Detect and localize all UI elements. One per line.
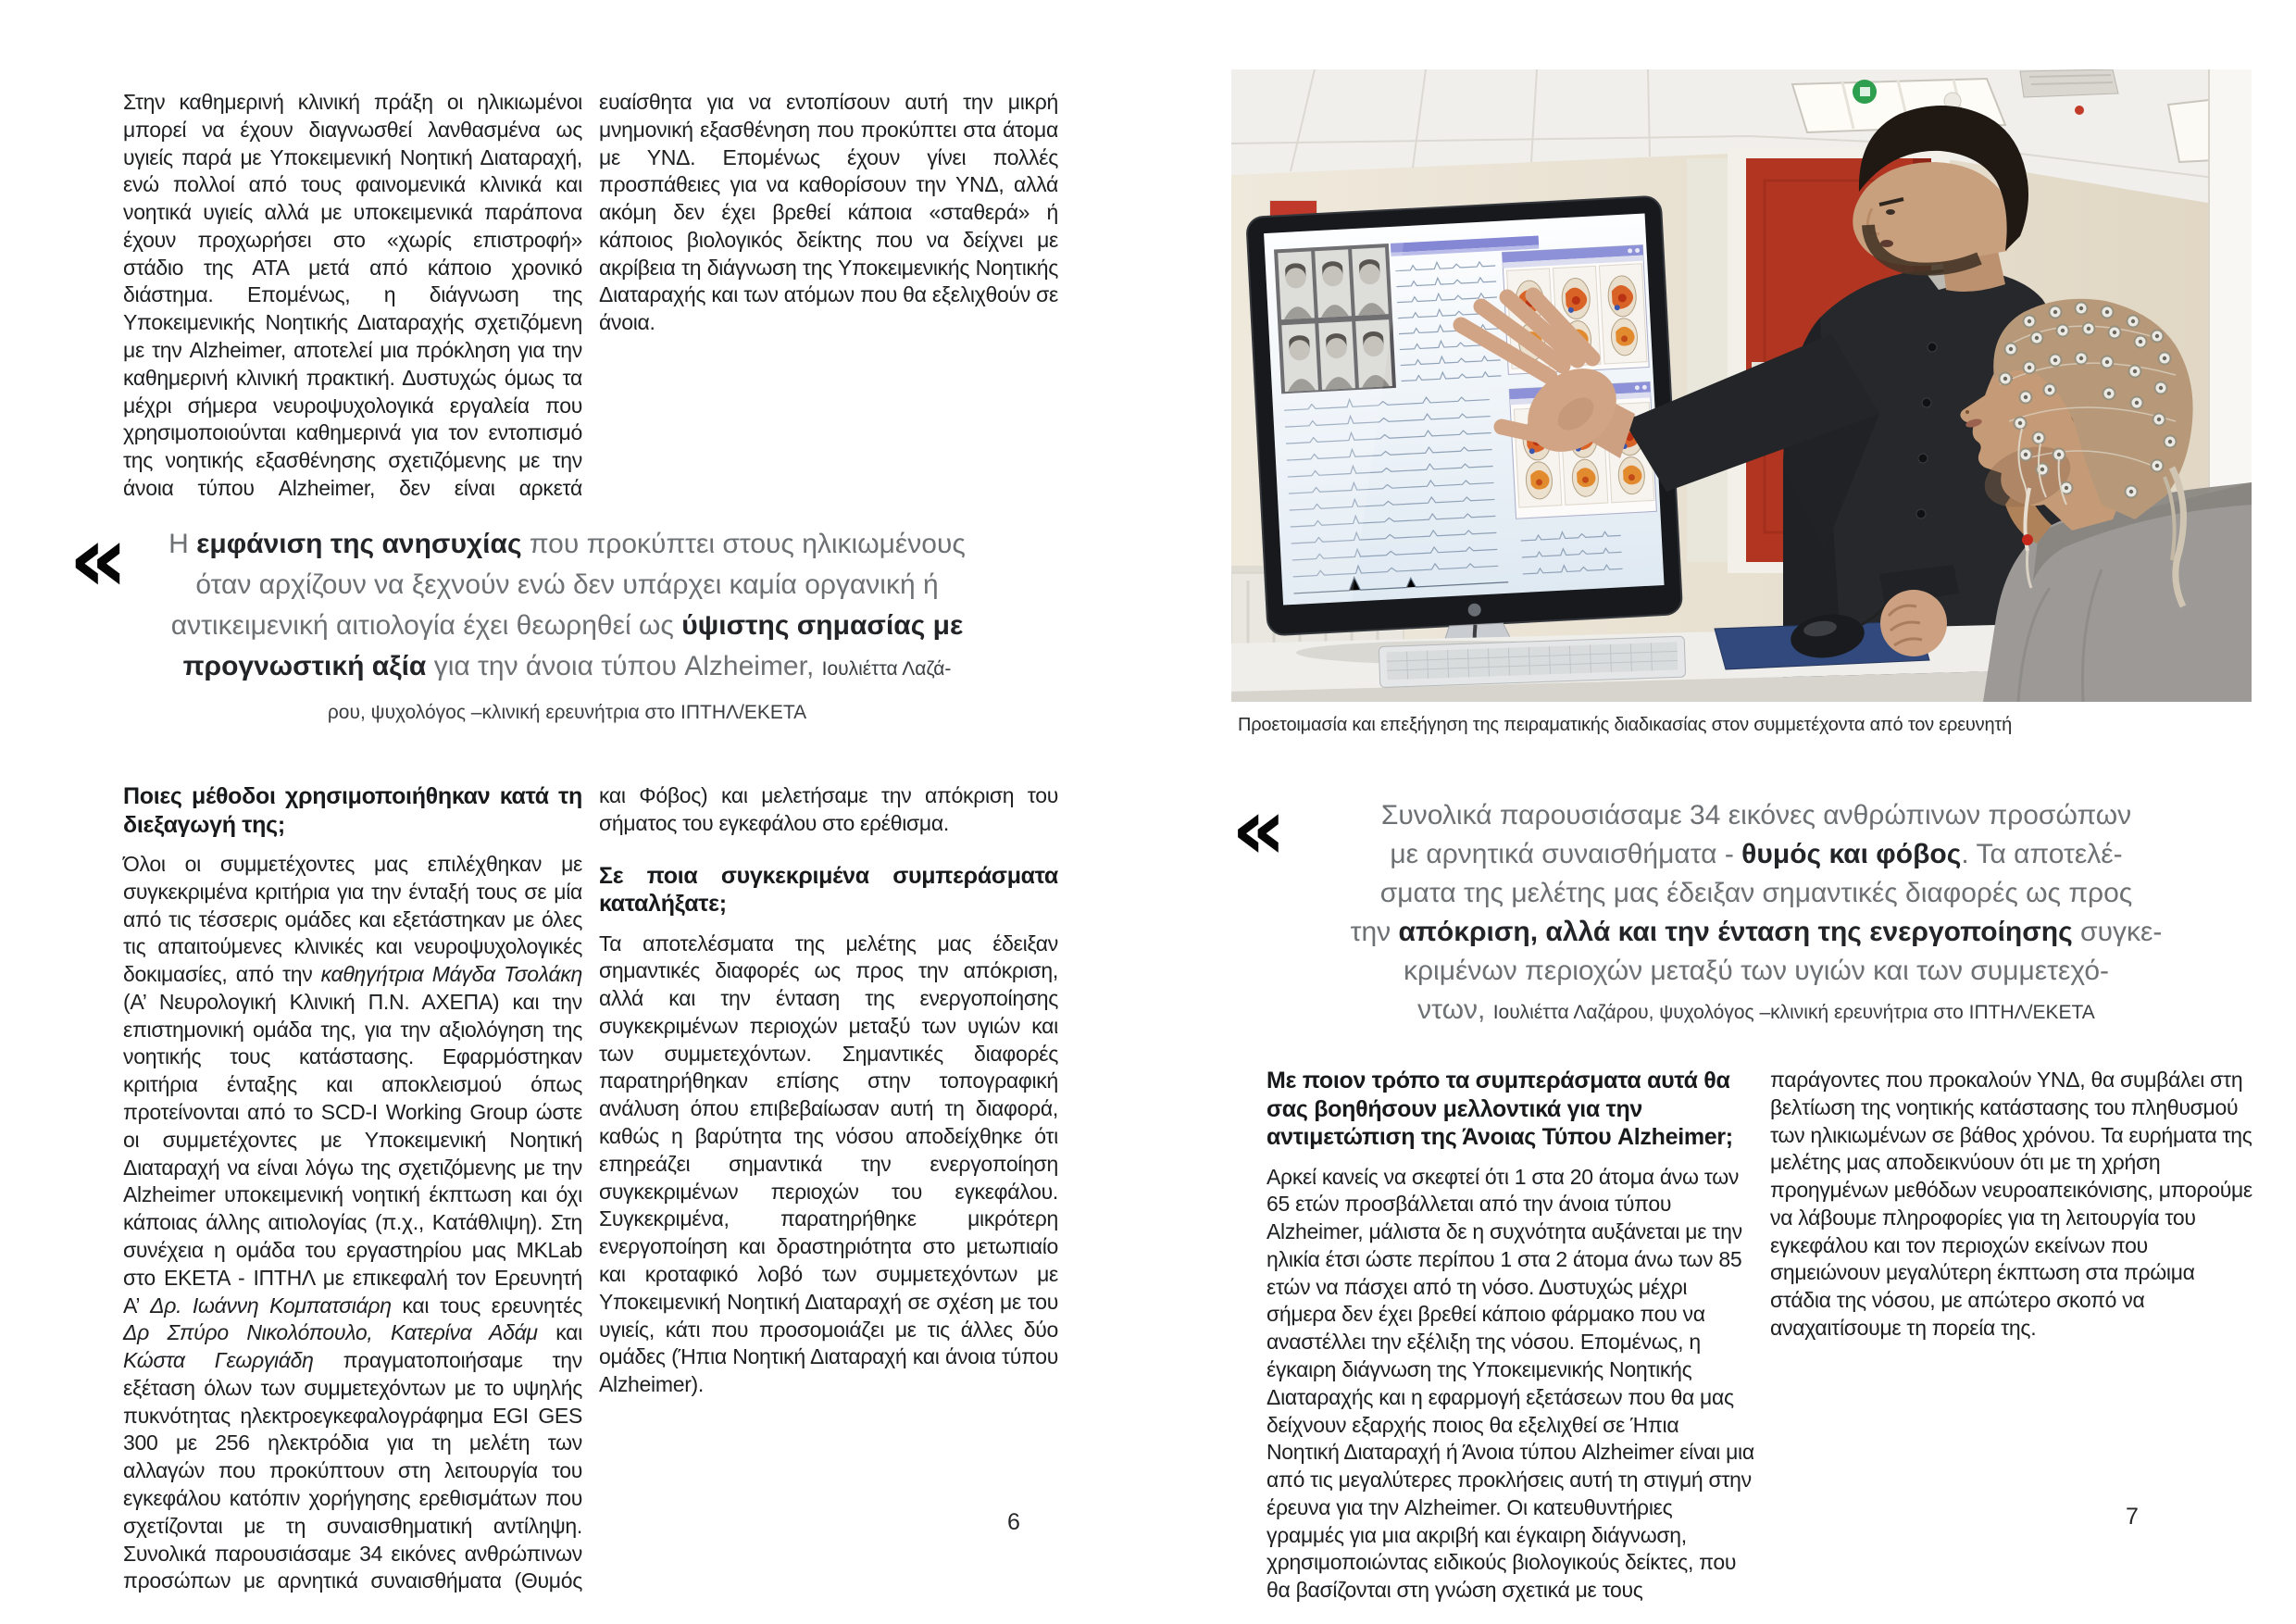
strap-clip <box>2022 534 2033 545</box>
pull-quote-right-text: Συνολικά παρουσιάσαμε 34 εικόνες ανθρώπινων προσώπων με αρνητικά συναισθήματα - θυμός και φόβος. Τα αποτελέ- σματα της μελέτης μας έδειξαν σημαντικές διαφορές ως προς την απόκριση, αλλά και την ένταση της ενεργοποίησης συγκε- κριμένων περιοχών μεταξύ των υγιών και των συμμετεχό- ντων, Ιουλιέττα Λαζάρου, ψυχολόγος –κλινική ερευνήτρια στο ΙΠΤΗΛ/ΕΚΕΤΑ <box>1350 800 2163 1025</box>
page-number-left: 6 <box>1007 1509 1020 1535</box>
page-number-right: 7 <box>2126 1504 2139 1530</box>
right-article-columns <box>1267 1067 2259 1608</box>
section-paragraph-future: Αρκεί κανείς να σκεφτεί ότι 1 στα 20 άτομα άνω των 65 ετών προσβάλλεται από την άνοια τύπου Alzheimer, μάλιστα δε η συχνότητα αυξάνεται με την ηλικία έτσι ώστε περίπου 1 στα 2 άτομα άνω των 85 ετών να πάσχει από τη νόσο. Δυστυχώς μέχρι σήμερα δεν έχει βρεθεί κάποιο φάρμακο που να αναστέλλει την εξέλιξη της νόσου. Επομένως, η έγκαιρη διάγνωση της Υποκειμενικής Νοητικής Διαταραχής και η εφαρμογή εξετάσεων που θα μας δείχνουν εξαρχής ποιος θα εξελιχθεί σε Ήπια Νοητική Διαταραχή ή Άνοια τύπου Alzheimer είναι μια από τις μεγαλύτερες προκλήσεις αυτή τη στιγμή στην έρευνα για την Alzheimer. Οι κατευθυντήριες γραμμές για μια ακριβή και έγκαιρη διάγνωση, χρησιμοποιώντας ειδικούς βιολογικούς δείκτες, που θα βασίζονται στη γνώση σχετικά με τους παράγοντες που προκαλούν ΥΝΔ, θα συμβάλει στη βελτίωση της νοητικής κατάστασης του πληθυσμού των ηλικιωμένων σε βάθος χρόνου. Τα ευρήματα της μελέτης μας αποδεικνύουν ότι με τη χρήση προηγμένων μεθόδων νευροαπεικόνισης, μπορούμε να λάβουμε πληροφορίες για τη λειτουργία του εγκεφάλου και τον περιοχών εκείνων που σημειώνουν μεγαλύτερη έκπτωση στα πρώιμα στάδια της νόσου, με απώτερο σκοπό να αναχαιτίσουμε τη πορεία της. <box>1267 1068 2252 1603</box>
left-article-columns <box>123 782 1058 1605</box>
pull-quote-left-text: Η εμφάνιση της ανησυχίας που προκύπτει στους ηλικιωμένους όταν αρχίζουν να ξεχνούν ενώ δεν υπάρχει καμία οργανική ή αντικειμενική αιτιολογία έχει θεωρηθεί ως ύψιστης σημασίας με προγνωστική αξία για την άνοια τύπου Alzheimer, Ιουλιέττα Λαζά- ρου, ψυχολόγος –κλινική ερευνήτρια στο ΙΠΤΗΛ/ΕΚΕΤΑ <box>168 529 966 723</box>
intro-paragraph: Στην καθημερινή κλινική πράξη οι ηλικιωμένοι μπορεί να έχουν διαγνωσθεί λανθασμένα ως υγιείς παρά με Υποκειμενική Νοητική Διαταραχή, ενώ πολλοί από τους φαινομενικά κλινικά και νοητικά υγιείς αλλά με υποκειμενικά παράπονα έχουν προχωρήσει στο «χωρίς επιστροφή» στάδιο της ΑΤΑ μετά από κάποιο χρονικό διάστημα. Επομένως, η διάγνωση της Υποκειμενικής Νοητικής Διαταραχής σχετιζόμενη με την Alzheimer, αποτελεί μια πρόκληση για την καθημερινή κλινική πρακτική. Δυστυχώς όμως τα μέχρι σήμερα νευροψυχολογικά εργαλεία που χρησιμοποιούνται καθημερινά για τον εντοπισμό της νοητικής εξασθένησης σχετιζόμενης με την άνοια τύπου Alzheimer, δεν είναι αρκετά ευαίσθητα για να εντοπίσουν αυτή την μικρή μνημονική εξασθένηση που προκύπτει στα άτομα με ΥΝΔ. Επομένως έχουν γίνει πολλές προσπάθειες για να καθορίσουν την ΥΝΔ, αλλά ακόμη δεν έχει βρεθεί κάποια «σταθερά» ή κάποιος βιολογικός δείκτης που να δείχνει με ακρίβεια τη διάγνωση της Υποκειμενικής Νοητικής Διαταραχής και των ατόμων που θα εξελιχθούν σε άνοια. <box>123 90 1058 500</box>
section-heading-methods: Ποιες μέθοδοι χρησιμοποιήθηκαν κατά τη διεξαγωγή της; <box>123 783 582 838</box>
section-paragraph-conclusions: Τα αποτελέσματα της μελέτης μας έδειξαν σημαντικές διαφορές ως προς την απόκριση, αλλά και την ένταση της ενεργοποίησης συγκεκριμένων περιοχών μεταξύ των υγιών και των συμμετεχόντων. Σημαντικές διαφορές παρατηρήθηκαν επίσης στην τοπογραφική ανάλυση όπου επιβεβαίωσαν αυτή τη διαφορά, καθώς η βαρύτητα της νόσου αποδείχθηκε ότι επηρεάζει σημαντικά την ενεργοποίηση συγκεκριμένων περιοχών του εγκεφάλου. Συγκεκριμένα, παρατηρήθηκε μικρότερη ενεργοποίηση και δραστηριότητα στο μετωπιαίο και κροταφικό λοβό των συμμετεχόντων με Υποκειμενική Νοητική Διαταραχή σε σχέση με του υγιείς, κάτι που προσομοιάζει με τις άλλες δύο ομάδες (Ήπια Νοητική Διαταραχή και άνοια τύπου Alzheimer). <box>599 931 1058 1397</box>
section-paragraph-methods: Όλοι οι συμμετέχοντες μας επιλέχθηκαν με συγκεκριμένα κριτήρια για την ένταξή τους σε μία από τις τέσσερις ομάδες και εξετάστηκαν με όλες τις απαιτούμενες κλινικές και νευροψυχολογικές δοκιμασίες, από την καθηγήτρια Μάγδα Τσολάκη (Α’ Νευρολογική Κλινική Π.Ν. ΑΧΕΠΑ) και την επιστημονική ομάδα της, για την αξιολόγηση της νοητικής τους κατάστασης. Εφαρμόστηκαν κριτήρια ένταξης και αποκλεισμού όπως προτείνονται από το SCD-I Working Group ώστε οι συμμετέχοντες με Υποκειμενική Νοητική Διαταραχή να είναι λόγω της σχετιζόμενης με την Alzheimer υποκειμενική νοητική έκπτωση και όχι κάποιας άλλης αιτιολογίας (π.χ., Κατάθλιψη). Στη συνέχεια η ομάδα του εργαστηρίου μας MKLab στο ΕΚΕΤΑ - ΙΠΤΗΛ με επικεφαλή τον Ερευνητή Α’ Δρ. Ιωάννη Κομπατσιάρη και τους ερευνητές Δρ Σπύρο Νικολόπουλο, Κατερίνα Αδάμ και Κώστα Γεωργιάδη πραγματοποιήσαμε την εξέταση όλων των συμμετεχόντων με το υψηλής πυκνότητας ηλεκτροεγκεφαλογράφημα EGI GES 300 με 256 ηλεκτρόδια για τη μελέτη των αλλαγών που προκύπτουν στη λειτουργία του εγκεφάλου κατόπιν χορήγησης ερεθισμάτων που σχετίζονται με τη συναισθηματική αντίληψη. Συνολικά παρουσιάσαμε 34 εικόνες ανθρώπινων προσώπων με αρνητικά συναισθήματα (Θυμός και Φόβος) και μελετήσαμε την απόκριση του σήματος του εγκεφάλου στο ερέθισμα. <box>123 783 1058 1593</box>
pull-quote-left <box>69 505 1051 733</box>
quote-mark-icon: « <box>69 505 129 613</box>
sprinkler <box>2075 106 2084 115</box>
quote-mark-icon: « <box>1231 780 1287 879</box>
photo-caption: Προετοιμασία και επεξήγηση της πειραματικής διαδικασίας στον συμμετέχοντα από τον ερευνητή <box>1238 715 2013 735</box>
section-heading-conclusions: Σε ποια συγκεκριμένα συμπεράσματα καταλήξατε; <box>599 862 1058 918</box>
left-intro-columns <box>123 89 1058 507</box>
research-photo-illustration <box>1231 69 2252 702</box>
research-photo <box>1231 69 2252 702</box>
pull-quote-right <box>1231 780 2224 1032</box>
section-heading-future: Με ποιον τρόπο τα συμπεράσματα αυτά θα σας βοηθήσουν μελλοντικά για την αντιμετώπιση της Άνοιας Τύπου Alzheimer; <box>1267 1068 1733 1150</box>
